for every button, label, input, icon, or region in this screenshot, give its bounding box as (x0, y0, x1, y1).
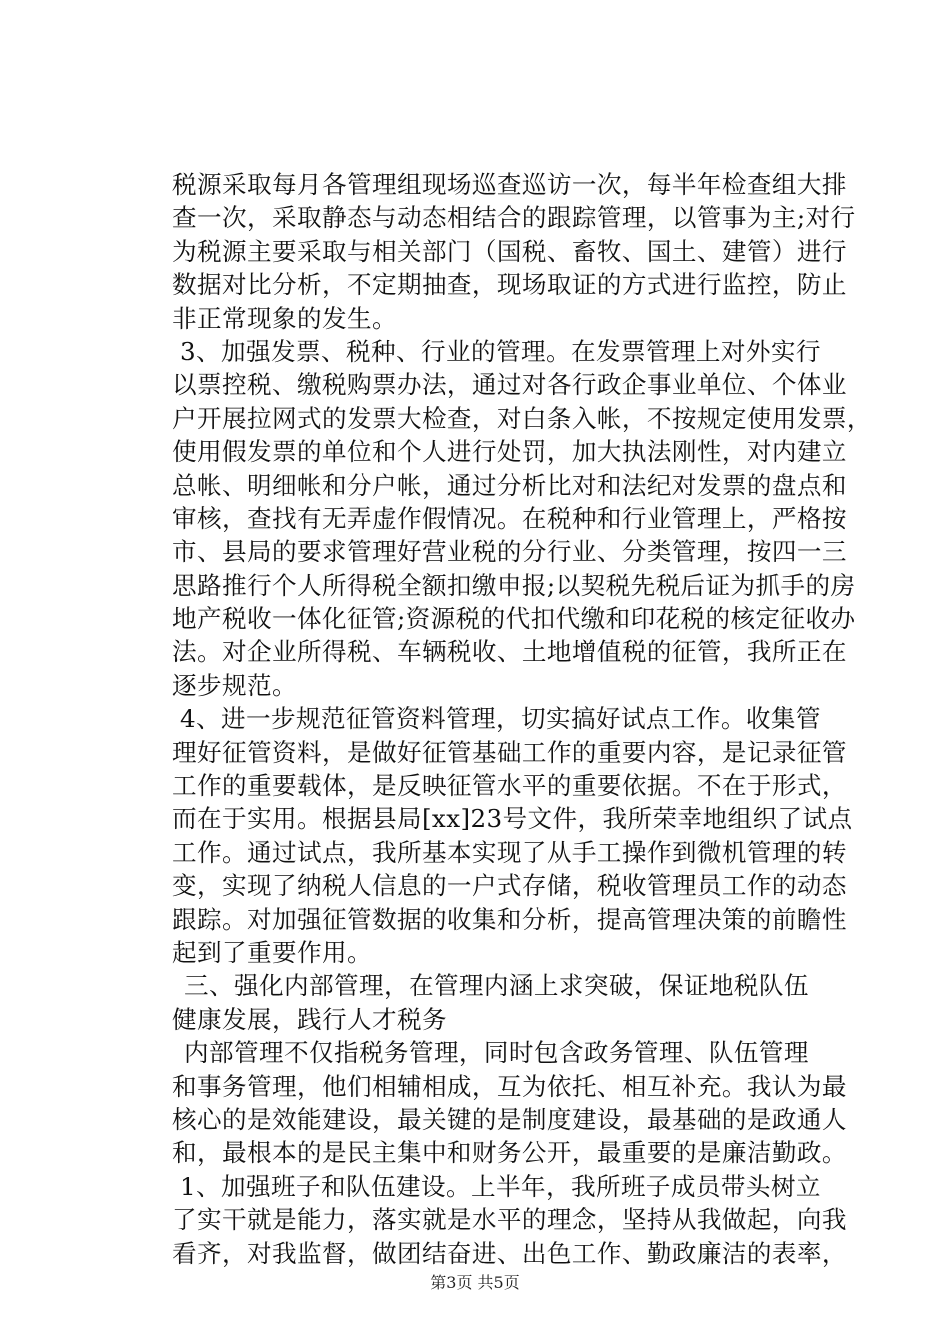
text-line: 市、县局的要求管理好营业税的分行业、分类管理，按四一三 (172, 537, 847, 567)
paragraph-start-line: 内部管理不仅指税务管理，同时包含政务管理、队伍管理 (184, 1038, 809, 1068)
text-line: 法。对企业所得税、车辆税收、土地增值税的征管，我所正在 (172, 637, 847, 667)
text-line: 审核，查找有无弄虚作假情况。在税种和行业管理上，严格按 (172, 503, 847, 533)
page-footer (0, 1270, 950, 1293)
text-line: 非正常现象的发生。 (172, 303, 397, 333)
text-line: 税源采取每月各管理组现场巡查巡访一次，每半年检查组大排 (172, 170, 847, 199)
text-line: 而在于实用。根据县局[xx]23号文件，我所荣幸地组织了试点 (172, 804, 853, 834)
text-line: 工作的重要载体，是反映征管水平的重要依据。不在于形式， (172, 771, 847, 801)
text-line: 使用假发票的单位和个人进行处罚，加大执法刚性，对内建立 (172, 437, 847, 467)
text-line: 逐步规范。 (172, 670, 297, 700)
text-line: 跟踪。对加强征管数据的收集和分析，提高管理决策的前瞻性 (172, 904, 847, 934)
text-line: 地产税收一体化征管;资源税的代扣代缴和印花税的核定征收办 (172, 604, 856, 634)
text-line: 以票控税、缴税购票办法，通过对各行政企事业单位、个体业 (172, 370, 847, 400)
text-line: 查一次，采取静态与动态相结合的跟踪管理，以管事为主;对行 (172, 203, 856, 233)
text-line: 户开展拉网式的发票大检查，对白条入帐，不按规定使用发票， (172, 403, 872, 433)
text-line: 为税源主要采取与相关部门（国税、畜牧、国土、建管）进行 (172, 236, 847, 266)
text-line: 数据对比分析，不定期抽查，现场取证的方式进行监控，防止 (172, 270, 847, 300)
section-heading-line: 三、强化内部管理，在管理内涵上求突破，保证地税队伍 (184, 971, 809, 1001)
document-body (172, 168, 872, 1270)
text-line: 理好征管资料，是做好征管基础工作的重要内容，是记录征管 (172, 737, 847, 767)
text-line: 和事务管理，他们相辅相成，互为依托、相互补充。我认为最 (172, 1071, 847, 1101)
text-line: 工作。通过试点，我所基本实现了从手工操作到微机管理的转 (172, 837, 847, 867)
text-line: 了实干就是能力，落实就是水平的理念，坚持从我做起，向我 (172, 1205, 847, 1235)
paragraph-start-line: 1、加强班子和队伍建设。上半年，我所班子成员带头树立 (180, 1171, 821, 1201)
text-line: 起到了重要作用。 (172, 937, 372, 967)
text-line: 和，最根本的是民主集中和财务公开，最重要的是廉洁勤政。 (172, 1138, 847, 1168)
text-line: 核心的是效能建设，最关键的是制度建设，最基础的是政通人 (172, 1104, 847, 1134)
paragraph-start-line: 3、加强发票、税种、行业的管理。在发票管理上对外实行 (180, 336, 821, 366)
page-number: 第3页 共5页 (430, 1273, 520, 1292)
section-heading-line: 健康发展，践行人才税务 (172, 1004, 447, 1034)
text-line: 总帐、明细帐和分户帐，通过分析比对和法纪对发票的盘点和 (172, 470, 847, 500)
text-line: 变，实现了纳税人信息的一户式存储，税收管理员工作的动态 (172, 871, 847, 901)
text-line: 看齐，对我监督，做团结奋进、出色工作、勤政廉洁的表率， (172, 1238, 847, 1268)
text-line: 思路推行个人所得税全额扣缴申报;以契税先税后证为抓手的房 (172, 570, 856, 600)
paragraph-start-line: 4、进一步规范征管资料管理，切实搞好试点工作。收集管 (180, 704, 821, 734)
